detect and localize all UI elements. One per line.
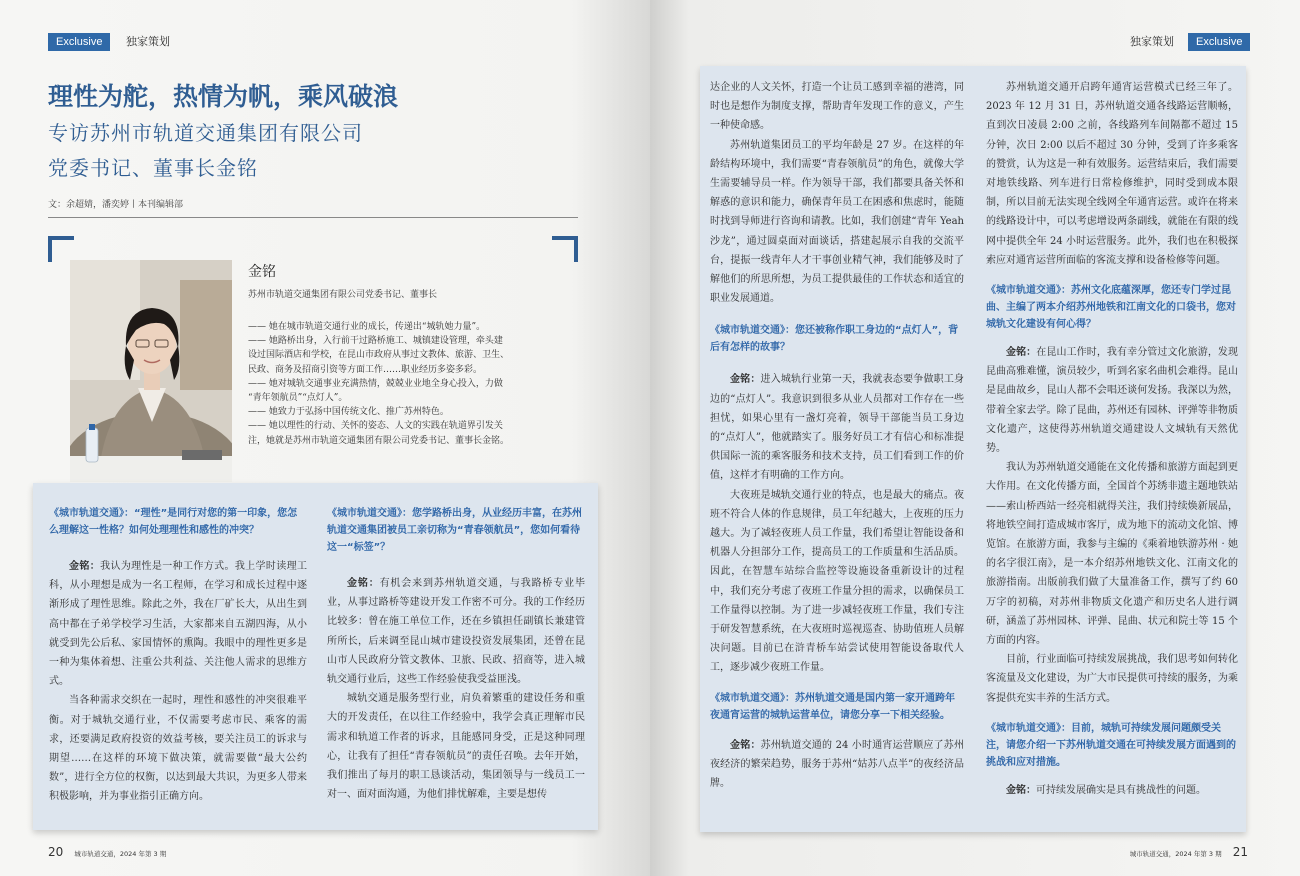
question-heading: 《城市轨道交通》：苏州轨道交通是国内第一家开通跨年夜通宵运营的城轨运营单位，请您分享一下相关经验。	[710, 692, 955, 721]
profile-line: 设过国际酒店和学校，在昆山市政府从事过文教体、旅游、卫生、	[248, 350, 510, 361]
profile-line: —— 她路桥出身，入行前干过路桥施工、城镇建设管理，牵头建	[248, 336, 503, 347]
byline: 文：余超婧，潘奕婷丨本刊编辑部	[48, 200, 184, 210]
column-1	[49, 505, 307, 807]
speaker-label: 金铭：	[1006, 784, 1036, 796]
speaker-label: 金铭：	[730, 374, 761, 386]
answer-paragraph: 城轨交通是服务型行业，肩负着繁重的建设任务和重大的开发责任，在以往工作经验中，我学会真正理解市民需求和轨道工作者的诉求，且能感同身受，正是这种同理心，让我有了担任“青春领航员”的责任召唤。去年开始，我们推出了每月的职工恳谈活动，集团领导与一线员工一对一、面对面沟通，为他们排忧解难，主要是想传	[327, 693, 585, 801]
footer-left	[48, 841, 166, 860]
section-label: 独家策划	[126, 35, 170, 48]
interview-panel-left	[33, 483, 598, 830]
answer-paragraph: 金铭：有机会来到苏州轨道交通，与我路桥专业毕业，从事过路桥等建设开发工作密不可分。我的工作经历比较多：曾在施工单位工作，还在乡镇担任副镇长兼建管所所长，后来调至昆山城市建设投资发展集团，还曾在昆山市人民政府分管文教体、卫旅、民政、招商等，进入城轨交通行业后，这些工作经验使我受益匪浅。	[327, 578, 586, 686]
profile-role: 苏州市轨道交通集团有限公司党委书记、董事长	[248, 290, 438, 300]
corner-bracket-left	[48, 236, 74, 262]
answer-paragraph: 金铭：我认为理性是一种工作方式。我上学时读理工科，从小理想是成为一名工程师，在学习和成长过程中逐渐形成了理性思维。除此之外，我在厂矿长大，从出生到高中都在子弟学校学习生活，大家都来自五湖四海，从小就受到先公后私、家国情怀的熏陶。我眼中的理性更多是一种为集体着想、注重公共利益、关注他人需求的思维方式。	[49, 561, 308, 688]
answer-paragraph: 大夜班是城轨交通行业的特点，也是最大的痛点。夜班不符合人体的作息规律，员工年纪越大，上夜班的压力越大。为了减轻夜班人员工作量，我们希望让智能设备和机器人分担部分工作，提高员工的工作质量和生活品质。因此，在智慧车站综合监控等设施设备重新设计的过程中，我们充分考虑了夜班工作量分担的需求，以确保员工工作量得以控制。为了进一步减轻夜班工作量，我们专注于研发智慧系统，在大夜班时巡视巡查、协助值班人员解决问题。目前已在浒青桥车站尝试使用智能设备取代人工，逐步减少夜班工作量。	[710, 489, 964, 674]
answer-paragraph: 目前，行业面临可持续发展挑战，我们思考如何转化客流量及文化建设，为广大市民提供可持续的服务，为乘客提供充实丰养的生活方式。	[986, 654, 1238, 704]
footer-right	[1130, 841, 1248, 860]
answer-paragraph: 金铭：进入城轨行业第一天，我就表态要争做职工身边的“点灯人”。我意识到很多从业人员都对工作存在一些担忧，如果心里有一盏灯亮着，领导干部能当员工身边的“点灯人”，他就踏实了。服务好员工才有信心和标准提供国际一流的乘客服务和技术支持，员工们看到工作的价值，这样才有明确的工作方向。	[710, 374, 965, 482]
answer-paragraph: 当各种需求交织在一起时，理性和感性的冲突很难平衡。对于城轨交通行业，不仅需要考虑市民、乘客的需求，还要满足政府投资的效益考核，要关注员工的诉求与期望……在这样的环境下做决策，就需要做“最大公约数”，进行全方位的权衡，以达到最大共识，为更多人带来积极影响，并为事业指引正确方向。	[49, 695, 307, 803]
profile-name: 金铭	[248, 264, 276, 280]
profile-line: “青年领航员”“点灯人”。	[248, 393, 348, 404]
column-2	[327, 505, 585, 804]
profile-line: 注，她就是苏州市轨道交通集团有限公司党委书记、董事长金铭。	[248, 435, 510, 446]
question-heading: 《城市轨道交通》：“理性”是同行对您的第一印象，您怎么理解这一性格？如何处理理性和感性的冲突？	[49, 508, 298, 536]
portrait-photo	[70, 260, 232, 482]
speaker-label: 金铭：	[1006, 347, 1037, 359]
column-2	[986, 78, 1238, 800]
question-heading: 《城市轨道交通》：苏州文化底蕴深厚，您还专门学过昆曲、主编了两本介绍苏州地铁和江南文化的口袋书，您对城轨文化建设有何心得？	[986, 285, 1236, 331]
title-divider	[48, 217, 578, 218]
interview-panel-right	[700, 66, 1246, 832]
exclusive-tag: Exclusive	[1188, 33, 1250, 51]
speaker-label: 金铭：	[730, 739, 761, 751]
profile-line: —— 她在城市轨道交通行业的成长，传递出“城轨她力量”。	[248, 322, 486, 332]
publication-info: 城市轨道交通，2024 年第 3 期	[1129, 850, 1222, 858]
speaker-label: 金铭：	[69, 561, 101, 572]
profile-line: 民政、商务及招商引资等方面工作……职业经历多姿多彩。	[248, 364, 483, 375]
answer-paragraph: 苏州轨道集团员工的平均年龄是 27 岁。在这样的年龄结构环境中，我们需要“青春领航员”的角色，就像大学生需要辅导员一样。作为领导干部，我们都要具备关怀和解惑的意识和能力，确保青年员工在困惑和焦虑时，能随时找到导师进行咨询和请教。比如，我们创建“青年 Yeah 沙龙”，通过圆桌面对面谈话，搭建起展示自我的交流平台，提振一线青年人才干事创业精气神，我们能够及时了解他们的所思所想，为员工提供最佳的工作状态和适宜的职业发展通道。	[710, 139, 964, 305]
answer-paragraph: 金铭：可持续发展确实是具有挑战性的问题。	[1006, 784, 1206, 796]
section-label: 独家策划	[1130, 35, 1174, 48]
profile-description	[248, 320, 568, 448]
page-number: 20	[48, 845, 64, 859]
corner-bracket-right	[552, 236, 578, 262]
column-1	[710, 78, 964, 793]
article-title: 理性为舵，热情为帆，乘风破浪	[48, 82, 399, 111]
question-heading: 《城市轨道交通》：您还被称作职工身边的“点灯人”，背后有怎样的故事？	[710, 325, 959, 354]
profile-line: —— 她对城轨交通事业充满热情，兢兢业业地全身心投入，力做	[248, 378, 503, 389]
profile-line: —— 她致力于弘扬中国传统文化、推广苏州特色。	[248, 407, 449, 418]
article-subtitle-1: 专访苏州市轨道交通集团有限公司	[48, 121, 363, 145]
article-subtitle-2: 党委书记、董事长金铭	[48, 156, 258, 180]
question-heading: 《城市轨道交通》：目前，城轨可持续发展问题颇受关注，请您介绍一下苏州轨道交通在可持续发展方面遇到的挑战和应对措施。	[986, 722, 1236, 768]
answer-paragraph: 达企业的人文关怀，打造一个让员工感到幸福的港湾，同时也是想作为制度支撑，帮助青年发现工作的意义，产生一种使命感。	[710, 82, 964, 132]
answer-paragraph: 金铭：苏州轨道交通的 24 小时通宵运营顺应了苏州夜经济的繁荣趋势，服务于苏州“姑苏八点半”的夜经济品牌。	[710, 739, 964, 790]
publication-info: 城市轨道交通，2024 年第 3 期	[74, 850, 167, 858]
page-number: 21	[1232, 845, 1248, 859]
answer-paragraph: 苏州轨道交通开启跨年通宵运营模式已经三年了。2023 年 12 月 31 日，苏州轨道交通各线路运营顺畅，直到次日凌晨 2:00 之前，各线路列车间隔都不超过 15 分钟，次日 2:00 以后不超过 30 分钟，受到了许多乘客的赞赏，认为这是一种有效服务。运营结束后，我们需要对地铁线路、列车进行日常检修维护，同时受到成本限制，所以目前无法实现全线网全年通宵运营。或许在将来的线路设计中，可以考虑增设两条副线，就能在有限的线网中提供全年 24 小时运营服务。此外，我们也在积极探索应对通宵运营所面临的客流支撑和设备检修等问题。	[986, 82, 1238, 266]
right-page	[650, 0, 1300, 876]
profile-line: —— 她以理性的行动、关怀的姿态、人文的实践在轨道界引发关	[248, 421, 503, 432]
exclusive-tag: Exclusive	[48, 33, 110, 51]
question-heading: 《城市轨道交通》：您学路桥出身，从业经历丰富，在苏州轨道交通集团被员工亲切称为“青春领航员”，您如何看待这一“标签”？	[327, 508, 582, 553]
speaker-label: 金铭：	[347, 578, 380, 589]
answer-paragraph: 我认为苏州轨道交通能在文化传播和旅游方面起到更大作用。在文化传播方面，全国首个苏绣非遗主题地铁站——索山桥西站一经亮相就得关注，我们持续焕新展品，将地铁空间打造成城市客厅，成为地下的流动文化馆、博览馆。在旅游方面，我参与主编的《乘着地铁游苏州 · 她的名字很江南》，是一本介绍苏州地铁文化、江南文化的旅游指南。出版前我们做了大量准备工作，撰写了约 60 万字的初稿，对苏州非物质文化遗产和历史名人进行调研，涵盖了苏州园林、评弹、昆曲、状元和院士等 15 个方面的内容。	[986, 462, 1238, 647]
answer-paragraph: 金铭：在昆山工作时，我有幸分管过文化旅游，发现昆曲高雅难懂，演员较少，听到名家名曲机会难得。昆山是昆曲故乡，昆山人都不会唱还谈何发扬。我深以为然，带着全家去学。除了昆曲，苏州还有园林、评弹等非物质文化遗产，这使得苏州轨道交通建设人文城轨有天然优势。	[986, 347, 1239, 455]
